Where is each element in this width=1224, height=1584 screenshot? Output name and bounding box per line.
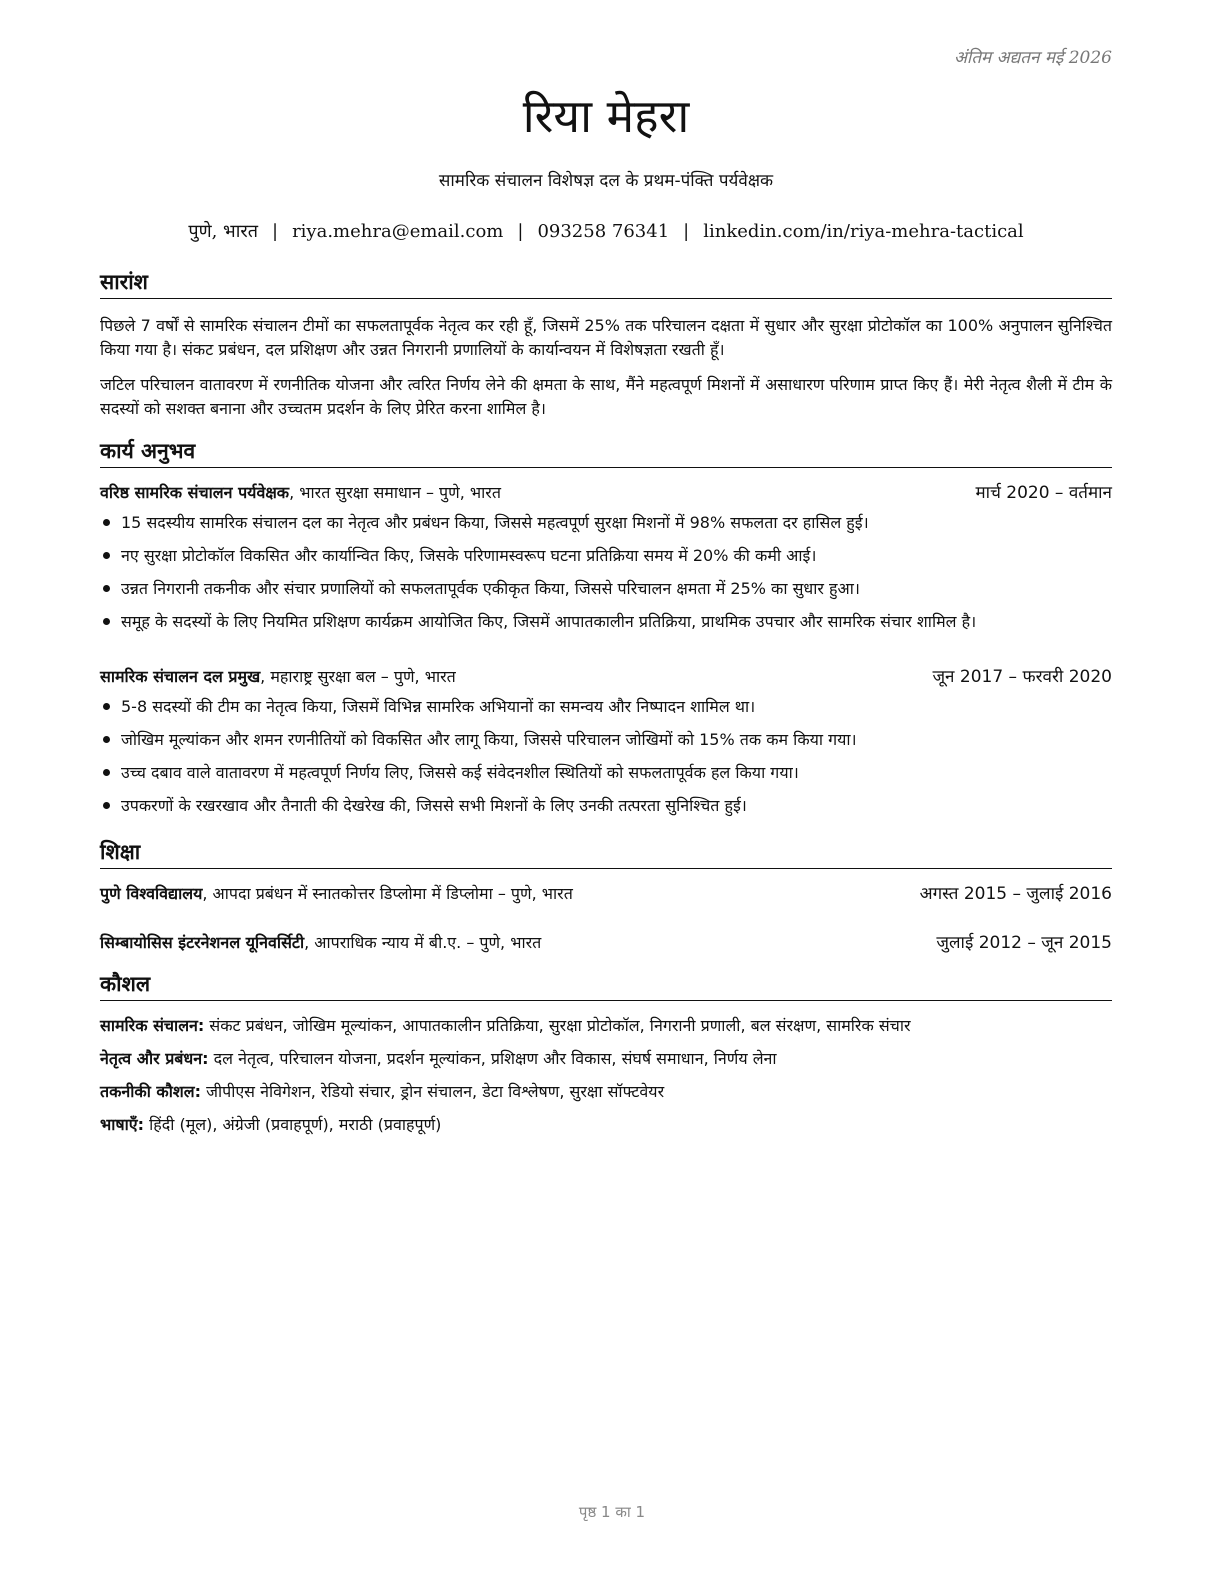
- resume-page: [100, 0, 1112, 1584]
- job-dates: जून 2017 – फरवरी 2020: [932, 667, 1112, 687]
- education-line: [100, 930, 541, 956]
- summary-paragraph-1: पिछले 7 वर्षों से सामरिक संचालन टीमों का सफलतापूर्वक नेतृत्व कर रही हूँ, जिसमें 25% तक परिचालन दक्षता में सुधार और सुरक्षा प्रोटोकॉल का 100% अनुपालन सुनिश्चित किया गया है। संकट प्रबंधन, दल प्रशिक्षण और उन्नत निगरानी प्रणालियों के कार्यान्वयन में विशेषज्ञता रखती हूँ।: [100, 316, 1112, 359]
- education-entry: [100, 881, 1112, 907]
- job-role: वरिष्ठ सामरिक संचालन पर्यवेक्षक: [100, 483, 290, 502]
- job-bullet: [100, 690, 1112, 723]
- bullet-text: 15 सदस्यीय सामरिक संचालन दल का नेतृत्व और प्रबंधन किया, जिससे महत्वपूर्ण सुरक्षा मिशनों में 98% सफलता दर हासिल हुई।: [121, 513, 869, 532]
- education-entry: [100, 930, 1112, 956]
- bullet-dot-icon: [103, 802, 110, 809]
- skill-label: सामरिक संचालन:: [100, 1016, 205, 1035]
- bullet-dot-icon: [103, 585, 110, 592]
- job-org: , महाराष्ट्र सुरक्षा बल – पुणे, भारत: [260, 667, 456, 686]
- tagline: सामरिक संचालन विशेषज्ञ दल के प्रथम-पंक्ति पर्यवेक्षक: [438, 171, 774, 191]
- last-updated: अंतिम अद्यतन मई 2026: [953, 48, 1112, 68]
- bullet-text: उन्नत निगरानी तकनीक और संचार प्रणालियों को सफलतापूर्वक एकीकृत किया, जिससे परिचालन क्षमता में 25% का सुधार हुआ।: [121, 579, 860, 598]
- skill-value: जीपीएस नेविगेशन, रेडियो संचार, ड्रोन संचालन, डेटा विश्लेषण, सुरक्षा सॉफ्टवेयर: [201, 1082, 665, 1101]
- skill-line: [100, 1013, 1112, 1039]
- education-detail: , आपदा प्रबंधन में स्नातकोत्तर डिप्लोमा में डिप्लोमा – पुणे, भारत: [202, 884, 573, 903]
- summary-heading: सारांश: [100, 268, 1112, 299]
- bullet-text: उच्च दबाव वाले वातावरण में महत्वपूर्ण निर्णय लिए, जिससे कई संवेदनशील स्थितियों को सफलतापूर्वक हल किया गया।: [121, 763, 799, 782]
- job-bullet-list: [100, 506, 1112, 638]
- skill-value: संकट प्रबंधन, जोखिम मूल्यांकन, आपातकालीन प्रतिक्रिया, सुरक्षा प्रोटोकॉल, निगरानी प्रणाली, बल संरक्षण, सामरिक संचार: [204, 1016, 911, 1035]
- skill-label: भाषाएँ:: [100, 1115, 145, 1134]
- skill-value: हिंदी (मूल), अंग्रेजी (प्रवाहपूर्ण), मराठी (प्रवाहपूर्ण): [144, 1115, 442, 1134]
- education-line: [100, 881, 573, 907]
- contact-line: [100, 219, 1112, 243]
- skill-value: दल नेतृत्व, परिचालन योजना, प्रदर्शन मूल्यांकन, प्रशिक्षण और विकास, संघर्ष समाधान, निर्णय लेना: [208, 1049, 777, 1068]
- job-org: , भारत सुरक्षा समाधान – पुणे, भारत: [289, 483, 501, 502]
- summary-paragraph-2: जटिल परिचालन वातावरण में रणनीतिक योजना और त्वरित निर्णय लेने की क्षमता के साथ, मैंने महत्वपूर्ण मिशनों में असाधारण परिणाम प्राप्त किए हैं। मेरी नेतृत्व शैली में टीम के सदस्यों को सशक्त बनाना और उच्चतम प्रदर्शन के लिए प्रेरित करना शामिल है।: [100, 375, 1112, 418]
- skill-label: तकनीकी कौशल:: [100, 1082, 201, 1101]
- education-dates: जुलाई 2012 – जून 2015: [936, 933, 1112, 953]
- skills-heading: कौशल: [100, 970, 1112, 1001]
- job-bullet: [100, 789, 1112, 822]
- skill-line: [100, 1079, 1112, 1105]
- school-name: पुणे विश्वविद्यालय: [100, 884, 203, 903]
- bullet-dot-icon: [103, 703, 110, 710]
- bullet-dot-icon: [103, 618, 110, 625]
- job-dates: मार्च 2020 – वर्तमान: [975, 483, 1112, 503]
- person-name: रिया मेहरा: [522, 89, 690, 143]
- school-name: सिम्बायोसिस इंटरनेशनल यूनिवर्सिटी: [100, 933, 305, 952]
- job-bullet: [100, 539, 1112, 572]
- contact-separator: |: [517, 221, 524, 242]
- bullet-text: जोखिम मूल्यांकन और शमन रणनीतियों को विकसित और लागू किया, जिससे परिचालन जोखिमों को 15% तक कम किया गया।: [121, 730, 857, 749]
- bullet-dot-icon: [103, 736, 110, 743]
- job-bullet: [100, 756, 1112, 789]
- job-bullet: [100, 506, 1112, 539]
- bullet-text: नए सुरक्षा प्रोटोकॉल विकसित और कार्यान्वित किए, जिसके परिणामस्वरूप घटना प्रतिक्रिया समय में 20% की कमी आई।: [121, 546, 817, 565]
- bullet-text: उपकरणों के रखरखाव और तैनाती की देखरेख की, जिससे सभी मिशनों के लिए उनकी तत्परता सुनिश्चित हुई।: [121, 796, 747, 815]
- contact-separator: |: [271, 221, 279, 242]
- bullet-dot-icon: [103, 519, 110, 526]
- job-role: सामरिक संचालन दल प्रमुख: [100, 667, 261, 686]
- skill-line: [100, 1112, 1112, 1138]
- education-dates: अगस्त 2015 – जुलाई 2016: [919, 884, 1112, 904]
- bullet-dot-icon: [103, 769, 110, 776]
- education-detail: , आपराधिक न्याय में बी.ए. – पुणे, भारत: [304, 933, 542, 952]
- job-bullet: [100, 572, 1112, 605]
- contact-location: पुणे, भारत: [188, 221, 258, 242]
- contact-email[interactable]: riya.mehra@email.com: [292, 221, 504, 242]
- job-header: [100, 664, 1112, 690]
- education-heading: शिक्षा: [100, 838, 1112, 869]
- job-bullet: [100, 605, 1112, 638]
- job-bullet-list: [100, 690, 1112, 822]
- page-number: पृष्ठ 1 का 1: [578, 1503, 646, 1521]
- bullet-text: 5-8 सदस्यों की टीम का नेतृत्व किया, जिसमें विभिन्न सामरिक अभियानों का समन्वय और निष्पादन शामिल था।: [121, 697, 756, 716]
- contact-separator: |: [683, 221, 690, 242]
- experience-heading: कार्य अनुभव: [100, 437, 1112, 468]
- job-title-line: [100, 480, 501, 506]
- job-header: [100, 480, 1112, 506]
- job-bullet: [100, 723, 1112, 756]
- skill-line: [100, 1046, 1112, 1072]
- bullet-text: समूह के सदस्यों के लिए नियमित प्रशिक्षण कार्यक्रम आयोजित किए, जिसमें आपातकालीन प्रतिक्रिया, प्राथमिक उपचार और सामरिक संचार शामिल है।: [121, 612, 977, 631]
- contact-linkedin[interactable]: linkedin.com/in/riya-mehra-tactical: [703, 221, 1024, 242]
- job-title-line: [100, 664, 456, 690]
- contact-phone: 093258 76341: [537, 221, 670, 242]
- skill-label: नेतृत्व और प्रबंधन:: [100, 1049, 209, 1068]
- bullet-dot-icon: [103, 552, 110, 559]
